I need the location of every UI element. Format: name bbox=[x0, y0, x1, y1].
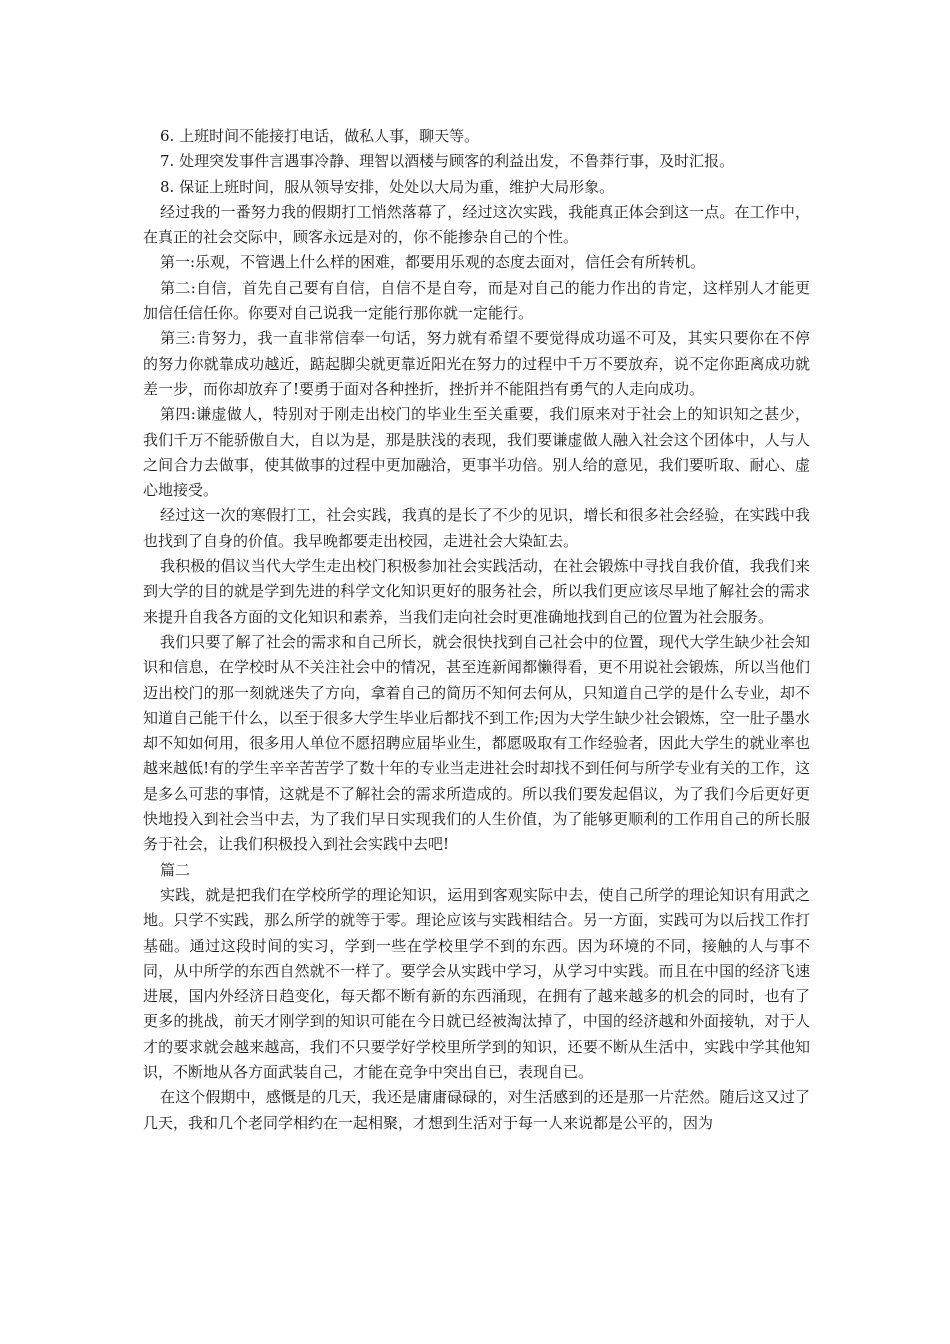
paragraph-point-1: 第一:乐观，不管遇上什么样的困难，都要用乐观的态度去面对，信任会有所转机。 bbox=[160, 253, 706, 272]
paragraph-experience: 经过这一次的寒假打工，社会实践，我真的是长了不少的见识，增长和很多社会经验，在实践中我也找到了自身的价值。我早晚都要走出校园，走进社会大染缸去。 bbox=[143, 506, 810, 550]
paragraph-point-4: 第四:谦虚做人，特别对于刚走出校门的毕业生至关重要，我们原来对于社会上的知识知之甚少，我们千万不能骄傲自大，自以为是，那是肤浅的表现，我们要谦虚做人融入社会这个团体中，人与人之间合力去做事，使其做事的过程中更加融洽，更事半功倍。别人给的意见，我们要听取、耐心、虚心地接受。 bbox=[143, 405, 810, 500]
document-body bbox=[143, 124, 810, 1136]
paragraph-point-3: 第三:肯努力，我一直非常信奉一句话，努力就有希望不要觉得成功遥不可及，其实只要你在不停的努力你就靠成功越近，踮起脚尖就更靠近阳光在努力的过程中千万不要放弃，说不定你距离成功就差一步，而你却放弃了!要勇于面对各种挫折，挫折并不能阻挡有勇气的人走向成功。 bbox=[143, 329, 810, 398]
list-item-7: 7. 处理突发事件言遇事冷静、理智以酒楼与顾客的利益出发，不鲁莽行事，及时汇报。 bbox=[160, 152, 735, 171]
paragraph-point-2: 第二:自信，首先自己要有自信，自信不是自夸，而是对自己的能力作出的肯定，这样别人才能更加信任信任你。你要对自己说我一定能行那你就一定能行。 bbox=[143, 278, 810, 323]
paragraph-society-needs: 我们只要了解了社会的需求和自己所长，就会很快找到自己社会中的位置，现代大学生缺少社会知识和信息，在学校时从不关注社会中的情况，甚至连新闻都懒得看，更不用说社会锻炼，所以当他们迈出校门的那一刻就迷失了方向，拿着自己的简历不知何去何从，只知道自己学的是什么专业，却不知道自己能干什么，以至于很多大学生毕业后都找不到工作;因为大学生缺少社会锻炼，空一肚子墨水却不知如何用，很多用人单位不愿招聘应届毕业生，都愿吸取有工作经验者，因此大学生的就业率也越来越低!有的学生辛辛苦苦学了数十年的专业当走进社会时却找不到任何与所学专业有关的工作，这是多么可悲的事情，这就是不了解社会的需求所造成的。所以我们要发起倡议，为了我们今后更好更快地投入到社会当中去，为了我们早日实现我们的人生价值，为了能够更顺利的工作用自己的所长服务于社会，让我们积极投入到社会实践中去吧! bbox=[143, 632, 810, 854]
paragraph-holiday: 在这个假期中，感慨是的几天，我还是庸庸碌碌的，对生活感到的还是那一片茫然。随后这又过了几天，我和几个老同学相约在一起相聚，才想到生活对于每一人来说都是公平的，因为 bbox=[143, 1088, 810, 1132]
section-heading: 篇二 bbox=[160, 860, 191, 879]
paragraph-initiative: 我积极的倡议当代大学生走出校门积极参加社会实践活动，在社会锻炼中寻找自我价值，我我们来到大学的目的就是学到先进的科学文化知识更好的服务社会，所以我们更应该尽早地了解社会的需求来提升自我各方面的文化知识和素养，当我们走向社会时更准确地找到自己的位置为社会服务。 bbox=[143, 557, 810, 626]
paragraph-practice: 实践，就是把我们在学校所学的理论知识，运用到客观实际中去，使自己所学的理论知识有用武之地。只学不实践，那么所学的就等于零。理论应该与实践相结合。另一方面，实践可为以后找工作打基础。通过这段时间的实习，学到一些在学校里学不到的东西。因为环境的不同，接触的人与事不同，从中所学的东西自然就不一样了。要学会从实践中学习，从学习中实践。而且在中国的经济飞速进展，国内外经济日趋变化，每天都不断有新的东西涌现，在拥有了越来越多的机会的同时，也有了更多的挑战，前天才刚学到的知识可能在今日就已经被淘汰掉了，中国的经济越和外面接轨，对于人才的要求就会越来越高，我们不只要学好学校里所学到的知识，还要不断从生活中，实践中学其他知识，不断地从各方面武装自己，才能在竞争中突出自已，表现自已。 bbox=[143, 885, 810, 1081]
paragraph-summary: 经过我的一番努力我的假期打工悄然落幕了，经过这次实践，我能真正体会到这一点。在工作中，在真正的社会交际中，顾客永远是对的，你不能掺杂自己的个性。 bbox=[143, 202, 810, 247]
list-item-6: 6. 上班时间不能接打电话，做私人事，聊天等。 bbox=[160, 127, 480, 145]
list-item-8: 8. 保证上班时间，服从领导安排，处处以大局为重，维护大局形象。 bbox=[160, 177, 615, 196]
